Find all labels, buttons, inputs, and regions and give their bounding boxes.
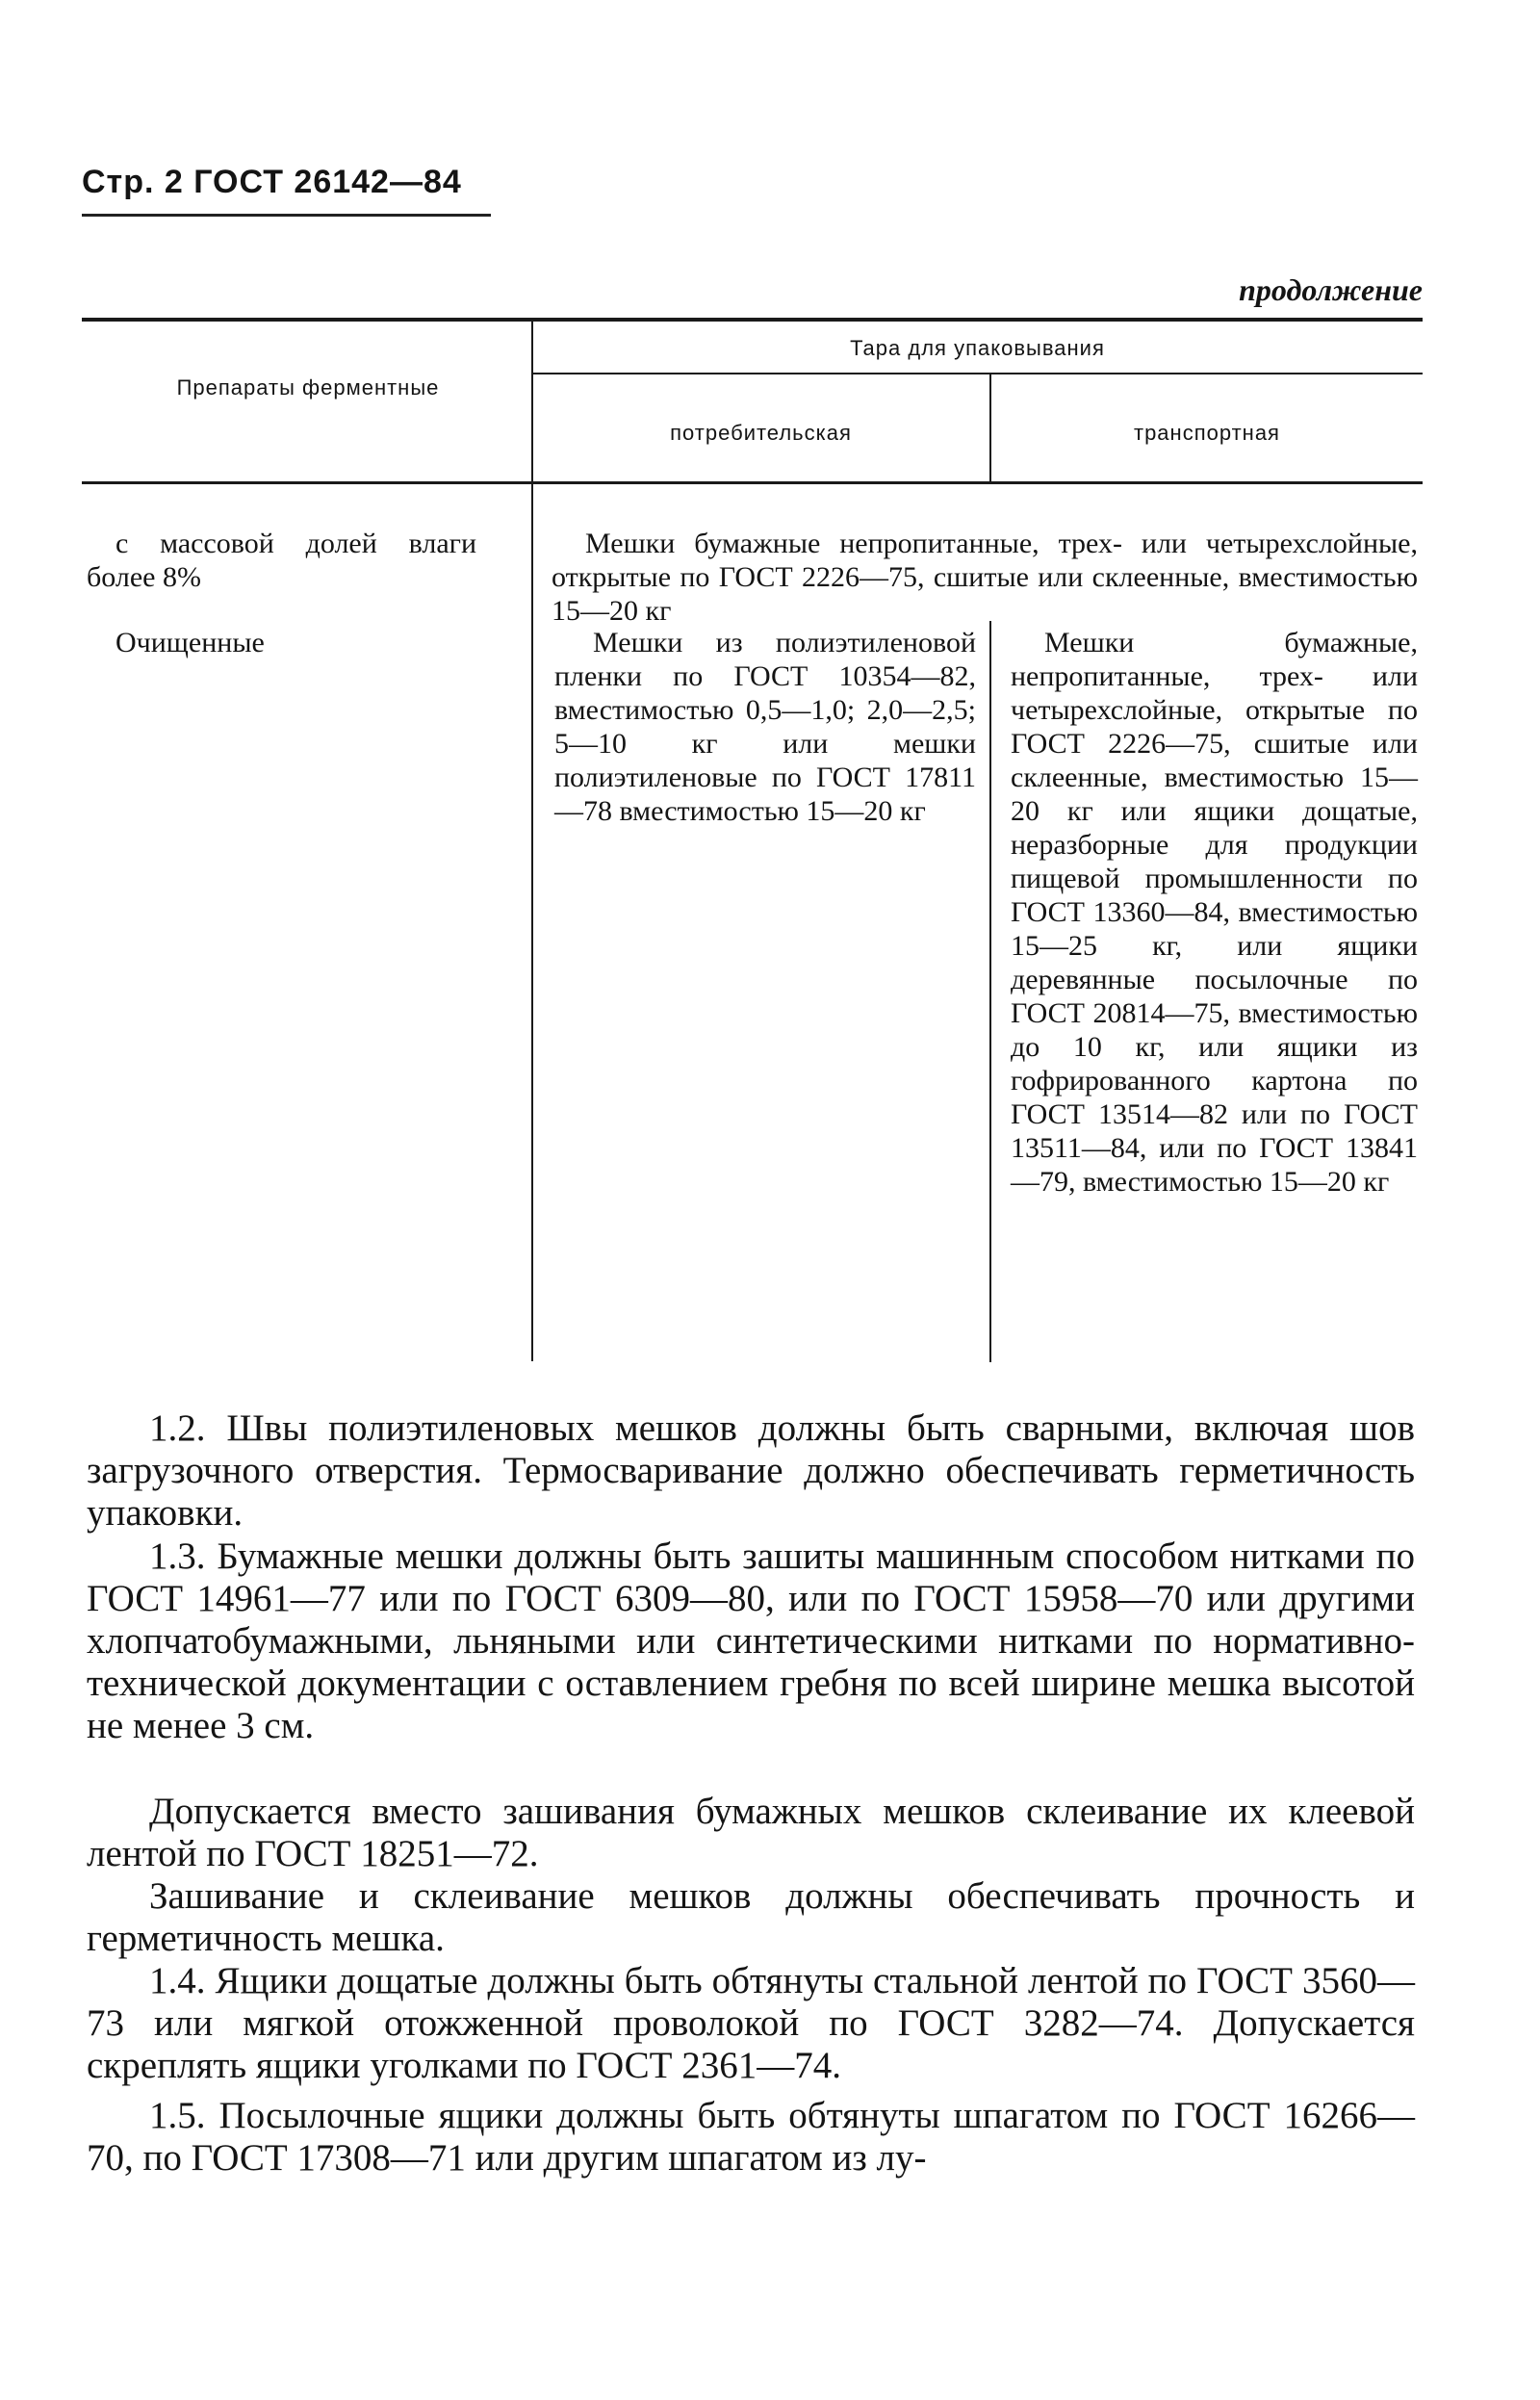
paragraph-1-3: 1.3. Бумажные мешки должны быть зашиты машинным способом нитками по ГОСТ 14961—77 или по ГОСТ 6309—80, или по ГОСТ 15958—70 или другими хлопчатобумажными, льняными или синтетическими нитками по нормативно-технической документации с оставлением гребня по всей ширине мешка высотой не менее 3 см. <box>87 1535 1415 1746</box>
table-top-rule <box>82 318 1423 322</box>
column-header-consumer: потребительская <box>670 421 852 445</box>
table-row-2-transport: Мешки бумажные, непропитанные, трех- или четырехслойные, открытые по ГОСТ 2226—75, сшитые или склеенные, вместимостью 15—20 кг или ящики дощатые, неразборные для продукции пищевой промышленности по ГОСТ 13360—84, вместимостью 15—25 кг, или ящики деревянные посылочные по ГОСТ 20814—75, вместимостью до 10 кг, или ящики из гофрированного картона по ГОСТ 13514—82 или по ГОСТ 13511—84, или по ГОСТ 13841—79, вместимостью 15—20 кг <box>1011 627 1418 1198</box>
page-header: Стр. 2 ГОСТ 26142—84 <box>82 164 462 200</box>
table-row-1-name: с массовой долей влаги более 8% <box>87 528 476 593</box>
table-row-2-name: Очищенные <box>116 627 265 658</box>
column-divider-3 <box>989 621 991 1362</box>
paragraph-1-3-strength: Зашивание и склеивание мешков должны обеспечивать прочность и герметичность мешка. <box>87 1875 1415 1959</box>
column-header-transport: транспортная <box>1134 421 1280 445</box>
paragraph-1-3-gluing: Допускается вместо зашивания бумажных мешков склеивание их клеевой лентой по ГОСТ 18251—72. <box>87 1791 1415 1874</box>
column-header-preparations: Препараты ферментные <box>176 375 440 400</box>
continuation-label: продолжение <box>1239 272 1423 307</box>
table-row-1-packaging: Мешки бумажные непропитанные, трех- или четырехслойные, открытые по ГОСТ 2226—75, сшитые или склеенные, вместимостью 15—20 кг <box>552 528 1418 627</box>
header-bottom-rule <box>82 481 1423 484</box>
header-rule <box>82 214 491 217</box>
column-divider-1 <box>531 322 533 1361</box>
paragraph-1-2: 1.2. Швы полиэтиленовых мешков должны быть сварными, включая шов загрузочного отверстия. Термосваривание должно обеспечивать герметичность упаковки. <box>87 1407 1415 1534</box>
group-header-rule <box>532 373 1423 374</box>
paragraph-1-4: 1.4. Ящики дощатые должны быть обтянуты стальной лентой по ГОСТ 3560—73 или мягкой отожженной проволокой по ГОСТ 3282—74. Допускается скреплять ящики уголками по ГОСТ 2361—74. <box>87 1960 1415 2086</box>
paragraph-1-5: 1.5. Посылочные ящики должны быть обтянуты шпагатом по ГОСТ 16266—70, по ГОСТ 17308—71 или другим шпагатом из лу- <box>87 2095 1415 2179</box>
group-header-packaging: Тара для упаковывания <box>850 336 1105 360</box>
table-row-2-consumer: Мешки из полиэтиленовой пленки по ГОСТ 10354—82, вместимостью 0,5—1,0; 2,0—2,5; 5—10 кг или мешки полиэтиленовые по ГОСТ 17811—78 вместимостью 15—20 кг <box>554 627 976 827</box>
